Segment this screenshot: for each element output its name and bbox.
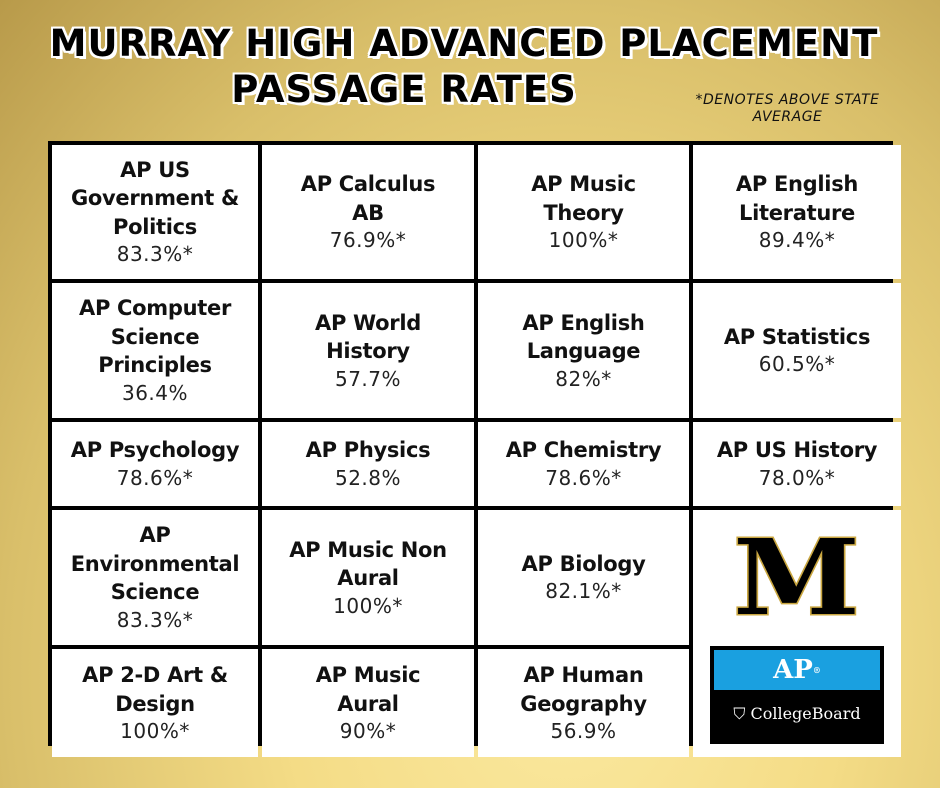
course-cell [478, 649, 689, 757]
course-name: AP World History [315, 310, 421, 363]
passage-rate: 83.3%* [116, 242, 194, 267]
passage-rates-table [48, 141, 893, 746]
course-cell [478, 422, 689, 506]
passage-rate: 60.5%* [758, 352, 836, 377]
course-cell [52, 422, 258, 506]
passage-rate: 100%* [548, 228, 619, 252]
passage-rate: 89.4%* [758, 228, 836, 252]
passage-rate: 78.6%* [116, 465, 194, 490]
course-name: AP 2-D Art & Design [82, 663, 228, 716]
course-cell [262, 283, 474, 418]
course-cell [262, 510, 474, 645]
state-average-note: *DENOTES ABOVE STATE AVERAGE [695, 92, 880, 125]
course-name: AP English Literature [735, 172, 859, 225]
course-name: AP US Government & Politics [70, 157, 240, 239]
course-cell [478, 510, 689, 645]
course-cell [693, 145, 901, 279]
passage-rate: 78.6%* [545, 465, 622, 490]
course-cell [52, 145, 258, 279]
course-name: AP Biology [521, 551, 646, 576]
course-cell [52, 510, 258, 645]
course-name: AP Calculus AB [300, 172, 436, 225]
course-cell [693, 283, 901, 418]
course-name: AP Music Theory [531, 172, 636, 225]
course-name: AP Music Non Aural [289, 537, 447, 590]
passage-rate: 100%* [120, 719, 190, 743]
course-cell [478, 145, 689, 279]
course-cell [52, 649, 258, 757]
course-cell [693, 422, 901, 506]
course-name: AP Physics [305, 438, 431, 463]
course-name: AP Music Aural [315, 663, 421, 716]
passage-rate: 76.9%* [329, 228, 407, 252]
passage-rate: 56.9% [550, 719, 617, 743]
course-cell [262, 649, 474, 757]
murray-m-logo: M [733, 515, 861, 639]
title-line-2: PASSAGE RATES [231, 68, 577, 111]
course-cell [52, 283, 258, 418]
passage-rate: 82%* [555, 366, 612, 391]
title-line-1: MURRAY HIGH ADVANCED PLACEMENT [49, 22, 879, 65]
passage-rate: 90%* [339, 719, 397, 743]
course-cell [262, 422, 474, 506]
course-name: AP Psychology [70, 438, 240, 463]
course-cell [262, 145, 474, 279]
passage-rate: 82.1%* [545, 579, 622, 604]
course-name: AP Statistics [723, 324, 871, 349]
passage-rate: 52.8% [334, 465, 402, 490]
course-name: AP US History [716, 438, 878, 463]
course-name: AP Human Geography [520, 663, 647, 716]
ap-collegeboard-logo: AP ® ⛉ CollegeBoard [710, 646, 884, 744]
course-name: AP English Language [522, 310, 645, 363]
passage-rate: 78.0%* [758, 465, 836, 490]
course-cell [478, 283, 689, 418]
passage-rate: 57.7% [334, 366, 402, 391]
course-name: AP Computer Science Principles [79, 296, 231, 378]
passage-rate: 83.3%* [116, 607, 194, 632]
passage-rate: 100%* [333, 593, 403, 618]
course-name: AP Chemistry [505, 438, 662, 463]
passage-rate: 36.4% [121, 380, 189, 405]
course-name: AP Environmental Science [70, 523, 240, 605]
logo-cell [693, 510, 901, 757]
